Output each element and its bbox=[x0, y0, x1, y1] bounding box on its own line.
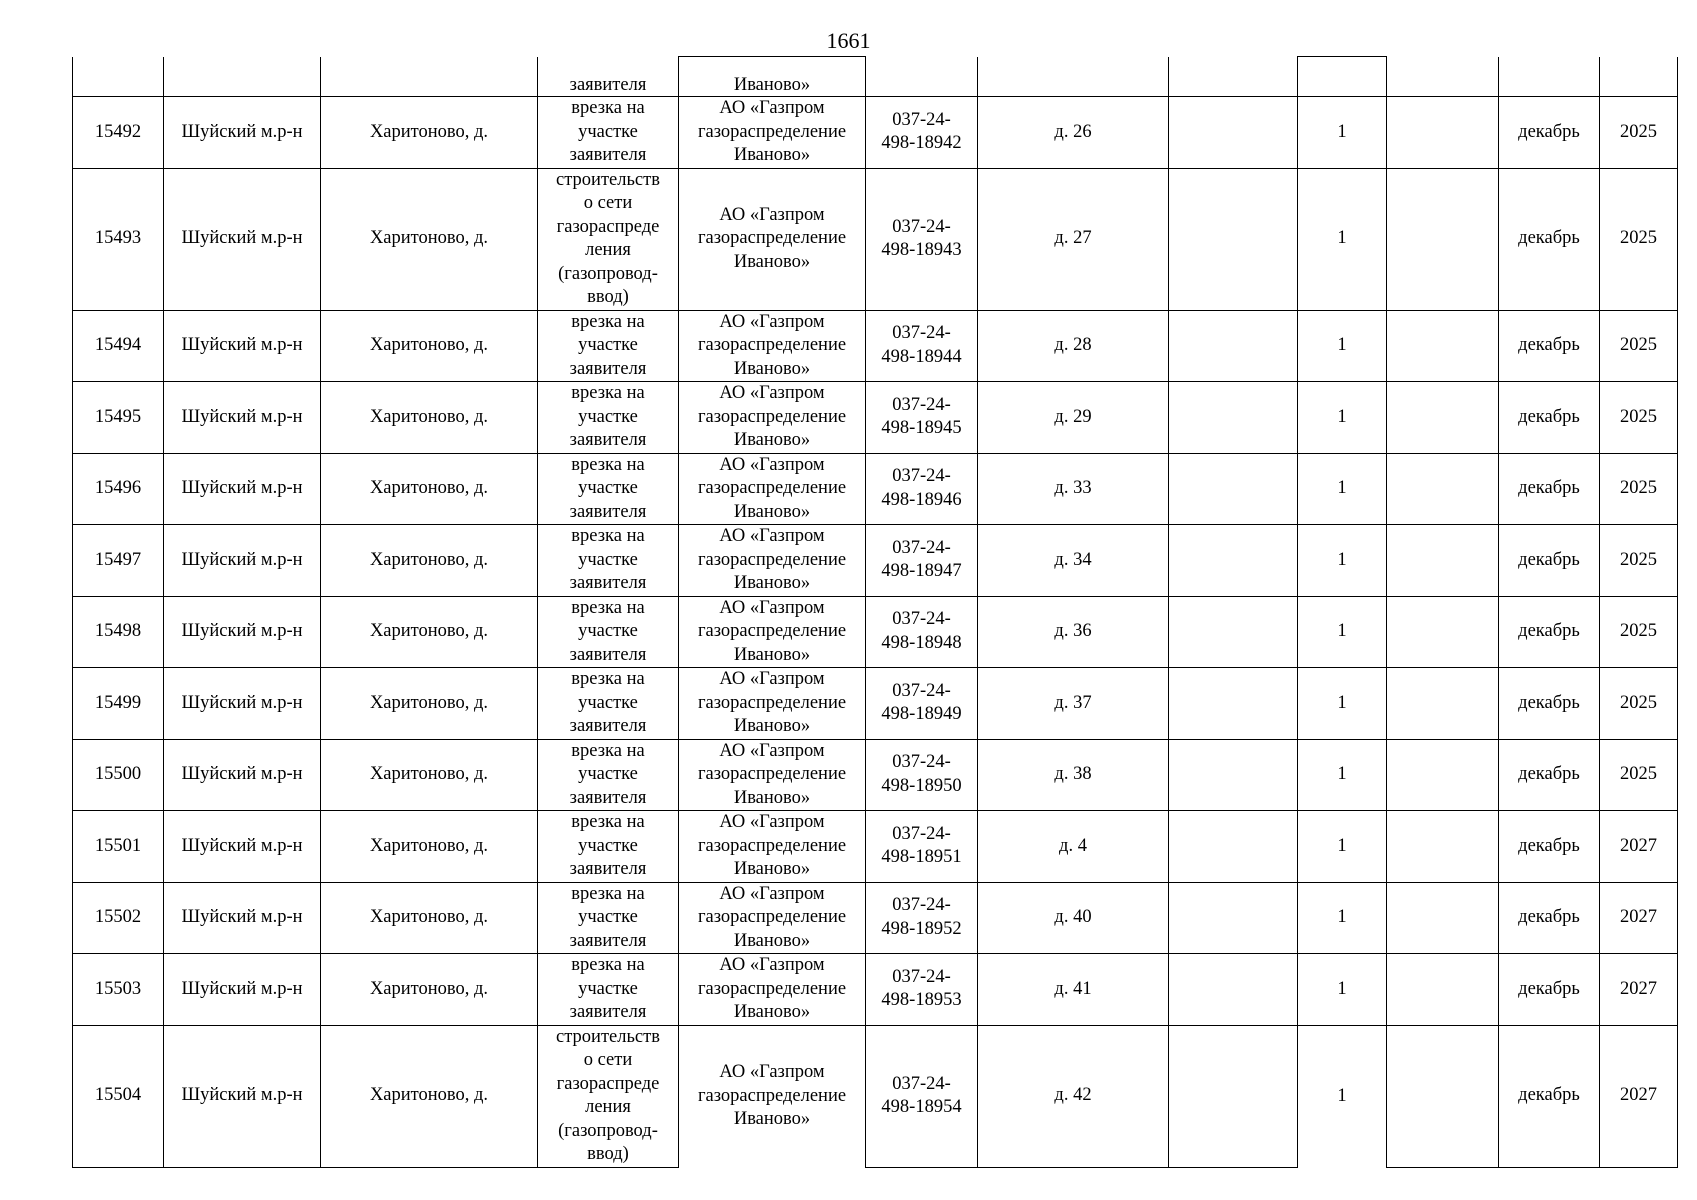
cell-empty-2 bbox=[1387, 739, 1499, 811]
cell-month: декабрь bbox=[1499, 97, 1600, 169]
cell-work-type: врезка на участке заявителя bbox=[538, 453, 679, 525]
cell-empty-1 bbox=[1169, 596, 1298, 668]
cell-num: 15501 bbox=[73, 811, 164, 883]
cell-organization: АО «Газпром газораспределение Иваново» bbox=[679, 882, 866, 954]
cell-code: 037-24- 498-18949 bbox=[866, 668, 978, 740]
cell-house: д. 26 bbox=[978, 97, 1169, 169]
cell-locality: Харитоново, д. bbox=[321, 97, 538, 169]
cell-code: 037-24- 498-18942 bbox=[866, 97, 978, 169]
cell-organization: АО «Газпром газораспределение Иваново» bbox=[679, 811, 866, 883]
cell-empty-1 bbox=[1169, 453, 1298, 525]
cell-organization: АО «Газпром газораспределение Иваново» bbox=[679, 97, 866, 169]
cell-empty-2 bbox=[1387, 382, 1499, 454]
cell-house: д. 38 bbox=[978, 739, 1169, 811]
cell-code: 037-24- 498-18951 bbox=[866, 811, 978, 883]
cell-organization: АО «Газпром газораспределение Иваново» bbox=[679, 525, 866, 597]
cell-qty: 1 bbox=[1298, 168, 1387, 310]
cell-month: декабрь bbox=[1499, 1025, 1600, 1167]
cell-code: 037-24- 498-18944 bbox=[866, 310, 978, 382]
cell-num: 15496 bbox=[73, 453, 164, 525]
cell-district: Шуйский м.р-н bbox=[164, 525, 321, 597]
cell-empty-1 bbox=[1169, 811, 1298, 883]
cell-empty-1 bbox=[1169, 168, 1298, 310]
cell-empty-2 bbox=[1387, 168, 1499, 310]
cell-num: 15493 bbox=[73, 168, 164, 310]
table-row bbox=[73, 525, 1678, 597]
table-row bbox=[73, 882, 1678, 954]
cell-district: Шуйский м.р-н bbox=[164, 668, 321, 740]
cell-locality: Харитоново, д. bbox=[321, 382, 538, 454]
cell-empty-2 bbox=[1387, 882, 1499, 954]
cell-qty: 1 bbox=[1298, 525, 1387, 597]
cell-month: декабрь bbox=[1499, 954, 1600, 1026]
cell-locality: Харитоново, д. bbox=[321, 310, 538, 382]
cell-num: 15492 bbox=[73, 97, 164, 169]
cell-empty-2 bbox=[1387, 954, 1499, 1026]
table-row bbox=[73, 310, 1678, 382]
cell-year: 2025 bbox=[1600, 168, 1678, 310]
cell-num: 15498 bbox=[73, 596, 164, 668]
cell-code: 037-24- 498-18947 bbox=[866, 525, 978, 597]
cell-locality: Харитоново, д. bbox=[321, 882, 538, 954]
cell-work-type: строительств о сети газораспреде ления (газопровод- ввод) bbox=[538, 168, 679, 310]
cell-year bbox=[1600, 57, 1678, 97]
cell-empty-1 bbox=[1169, 382, 1298, 454]
cell-work-type: врезка на участке заявителя bbox=[538, 310, 679, 382]
cell-empty-2 bbox=[1387, 668, 1499, 740]
cell-code: 037-24- 498-18954 bbox=[866, 1025, 978, 1167]
cell-work-type: врезка на участке заявителя bbox=[538, 954, 679, 1026]
cell-locality: Харитоново, д. bbox=[321, 1025, 538, 1167]
cell-month: декабрь bbox=[1499, 668, 1600, 740]
cell-year: 2027 bbox=[1600, 1025, 1678, 1167]
cell-house: д. 37 bbox=[978, 668, 1169, 740]
cell-district: Шуйский м.р-н bbox=[164, 1025, 321, 1167]
cell-num: 15497 bbox=[73, 525, 164, 597]
table-row bbox=[73, 596, 1678, 668]
cell-code bbox=[866, 57, 978, 97]
cell-empty-1 bbox=[1169, 668, 1298, 740]
cell-work-type: врезка на участке заявителя bbox=[538, 668, 679, 740]
cell-district: Шуйский м.р-н bbox=[164, 310, 321, 382]
cell-empty-2 bbox=[1387, 57, 1499, 97]
cell-month: декабрь bbox=[1499, 453, 1600, 525]
cell-num bbox=[73, 57, 164, 97]
cell-locality bbox=[321, 57, 538, 97]
cell-work-type: врезка на участке заявителя bbox=[538, 739, 679, 811]
cell-empty-1 bbox=[1169, 57, 1298, 97]
cell-qty: 1 bbox=[1298, 954, 1387, 1026]
cell-district: Шуйский м.р-н bbox=[164, 811, 321, 883]
cell-num: 15504 bbox=[73, 1025, 164, 1167]
cell-locality: Харитоново, д. bbox=[321, 525, 538, 597]
cell-house: д. 28 bbox=[978, 310, 1169, 382]
cell-year: 2025 bbox=[1600, 382, 1678, 454]
cell-empty-1 bbox=[1169, 954, 1298, 1026]
cell-qty: 1 bbox=[1298, 453, 1387, 525]
cell-organization: АО «Газпром газораспределение Иваново» bbox=[679, 739, 866, 811]
table-body bbox=[73, 57, 1678, 1168]
cell-district: Шуйский м.р-н bbox=[164, 168, 321, 310]
cell-organization: АО «Газпром газораспределение Иваново» bbox=[679, 596, 866, 668]
cell-num: 15500 bbox=[73, 739, 164, 811]
cell-work-type: врезка на участке заявителя bbox=[538, 596, 679, 668]
cell-district: Шуйский м.р-н bbox=[164, 97, 321, 169]
table-row bbox=[73, 453, 1678, 525]
cell-qty: 1 bbox=[1298, 97, 1387, 169]
cell-empty-2 bbox=[1387, 97, 1499, 169]
cell-district bbox=[164, 57, 321, 97]
cell-house: д. 41 bbox=[978, 954, 1169, 1026]
cell-month: декабрь bbox=[1499, 168, 1600, 310]
cell-year: 2025 bbox=[1600, 310, 1678, 382]
cell-qty: 1 bbox=[1298, 668, 1387, 740]
table-row bbox=[73, 668, 1678, 740]
cell-organization: АО «Газпром газораспределение Иваново» bbox=[679, 668, 866, 740]
cell-qty bbox=[1298, 57, 1387, 97]
cell-empty-2 bbox=[1387, 1025, 1499, 1167]
cell-year: 2025 bbox=[1600, 97, 1678, 169]
table-row bbox=[73, 382, 1678, 454]
cell-empty-1 bbox=[1169, 1025, 1298, 1167]
cell-code: 037-24- 498-18952 bbox=[866, 882, 978, 954]
cell-qty: 1 bbox=[1298, 596, 1387, 668]
cell-month bbox=[1499, 57, 1600, 97]
cell-empty-1 bbox=[1169, 310, 1298, 382]
cell-work-type: врезка на участке заявителя bbox=[538, 525, 679, 597]
cell-district: Шуйский м.р-н bbox=[164, 453, 321, 525]
cell-locality: Харитоново, д. bbox=[321, 596, 538, 668]
cell-district: Шуйский м.р-н bbox=[164, 739, 321, 811]
cell-house: д. 34 bbox=[978, 525, 1169, 597]
cell-empty-2 bbox=[1387, 310, 1499, 382]
cell-year: 2025 bbox=[1600, 525, 1678, 597]
cell-district: Шуйский м.р-н bbox=[164, 596, 321, 668]
cell-empty-1 bbox=[1169, 97, 1298, 169]
cell-year: 2025 bbox=[1600, 739, 1678, 811]
cell-empty-2 bbox=[1387, 453, 1499, 525]
cell-month: декабрь bbox=[1499, 310, 1600, 382]
continuation-row bbox=[73, 57, 1678, 97]
table-row bbox=[73, 811, 1678, 883]
cell-empty-2 bbox=[1387, 525, 1499, 597]
cell-district: Шуйский м.р-н bbox=[164, 954, 321, 1026]
cell-year: 2025 bbox=[1600, 596, 1678, 668]
table-row bbox=[73, 97, 1678, 169]
cell-district: Шуйский м.р-н bbox=[164, 882, 321, 954]
cell-locality: Харитоново, д. bbox=[321, 739, 538, 811]
cell-locality: Харитоново, д. bbox=[321, 668, 538, 740]
cell-month: декабрь bbox=[1499, 596, 1600, 668]
cell-empty-1 bbox=[1169, 882, 1298, 954]
cell-qty: 1 bbox=[1298, 811, 1387, 883]
cell-year: 2027 bbox=[1600, 882, 1678, 954]
cell-organization: АО «Газпром газораспределение Иваново» bbox=[679, 453, 866, 525]
cell-year: 2025 bbox=[1600, 668, 1678, 740]
cell-month: декабрь bbox=[1499, 382, 1600, 454]
cell-organization: АО «Газпром газораспределение Иваново» bbox=[679, 382, 866, 454]
cell-qty: 1 bbox=[1298, 310, 1387, 382]
cell-month: декабрь bbox=[1499, 525, 1600, 597]
cell-empty-1 bbox=[1169, 525, 1298, 597]
cell-locality: Харитоново, д. bbox=[321, 954, 538, 1026]
cell-qty: 1 bbox=[1298, 739, 1387, 811]
cell-house bbox=[978, 57, 1169, 97]
cell-num: 15503 bbox=[73, 954, 164, 1026]
cell-month: декабрь bbox=[1499, 739, 1600, 811]
cell-organization: АО «Газпром газораспределение Иваново» bbox=[679, 310, 866, 382]
cell-work-type: врезка на участке заявителя bbox=[538, 811, 679, 883]
cell-locality: Харитоново, д. bbox=[321, 453, 538, 525]
cell-code: 037-24- 498-18945 bbox=[866, 382, 978, 454]
cell-house: д. 33 bbox=[978, 453, 1169, 525]
table-row bbox=[73, 1025, 1678, 1167]
cell-work-type: врезка на участке заявителя bbox=[538, 882, 679, 954]
cell-house: д. 42 bbox=[978, 1025, 1169, 1167]
cell-empty-1 bbox=[1169, 739, 1298, 811]
cell-house: д. 4 bbox=[978, 811, 1169, 883]
table-row bbox=[73, 954, 1678, 1026]
cell-organization: АО «Газпром газораспределение Иваново» bbox=[679, 1025, 866, 1167]
cell-district: Шуйский м.р-н bbox=[164, 382, 321, 454]
cell-house: д. 40 bbox=[978, 882, 1169, 954]
data-table bbox=[72, 56, 1678, 1168]
cell-empty-2 bbox=[1387, 811, 1499, 883]
table-row bbox=[73, 739, 1678, 811]
cell-year: 2027 bbox=[1600, 811, 1678, 883]
cell-month: декабрь bbox=[1499, 811, 1600, 883]
cell-empty-2 bbox=[1387, 596, 1499, 668]
cell-work-type: врезка на участке заявителя bbox=[538, 382, 679, 454]
cell-work-type: заявителя bbox=[538, 57, 679, 97]
page-number: 1661 bbox=[826, 28, 871, 53]
cell-locality: Харитоново, д. bbox=[321, 168, 538, 310]
cell-num: 15499 bbox=[73, 668, 164, 740]
cell-code: 037-24- 498-18950 bbox=[866, 739, 978, 811]
cell-month: декабрь bbox=[1499, 882, 1600, 954]
cell-organization: АО «Газпром газораспределение Иваново» bbox=[679, 168, 866, 310]
cell-house: д. 29 bbox=[978, 382, 1169, 454]
cell-qty: 1 bbox=[1298, 382, 1387, 454]
cell-house: д. 27 bbox=[978, 168, 1169, 310]
cell-code: 037-24- 498-18953 bbox=[866, 954, 978, 1026]
cell-year: 2025 bbox=[1600, 453, 1678, 525]
cell-code: 037-24- 498-18946 bbox=[866, 453, 978, 525]
cell-work-type: врезка на участке заявителя bbox=[538, 97, 679, 169]
cell-organization: АО «Газпром газораспределение Иваново» bbox=[679, 954, 866, 1026]
cell-qty: 1 bbox=[1298, 882, 1387, 954]
cell-num: 15495 bbox=[73, 382, 164, 454]
cell-code: 037-24- 498-18943 bbox=[866, 168, 978, 310]
cell-qty: 1 bbox=[1298, 1025, 1387, 1167]
cell-year: 2027 bbox=[1600, 954, 1678, 1026]
cell-house: д. 36 bbox=[978, 596, 1169, 668]
cell-organization: Иваново» bbox=[679, 57, 866, 97]
cell-work-type: строительств о сети газораспреде ления (газопровод- ввод) bbox=[538, 1025, 679, 1167]
cell-locality: Харитоново, д. bbox=[321, 811, 538, 883]
cell-num: 15494 bbox=[73, 310, 164, 382]
table-row bbox=[73, 168, 1678, 310]
cell-num: 15502 bbox=[73, 882, 164, 954]
cell-code: 037-24- 498-18948 bbox=[866, 596, 978, 668]
